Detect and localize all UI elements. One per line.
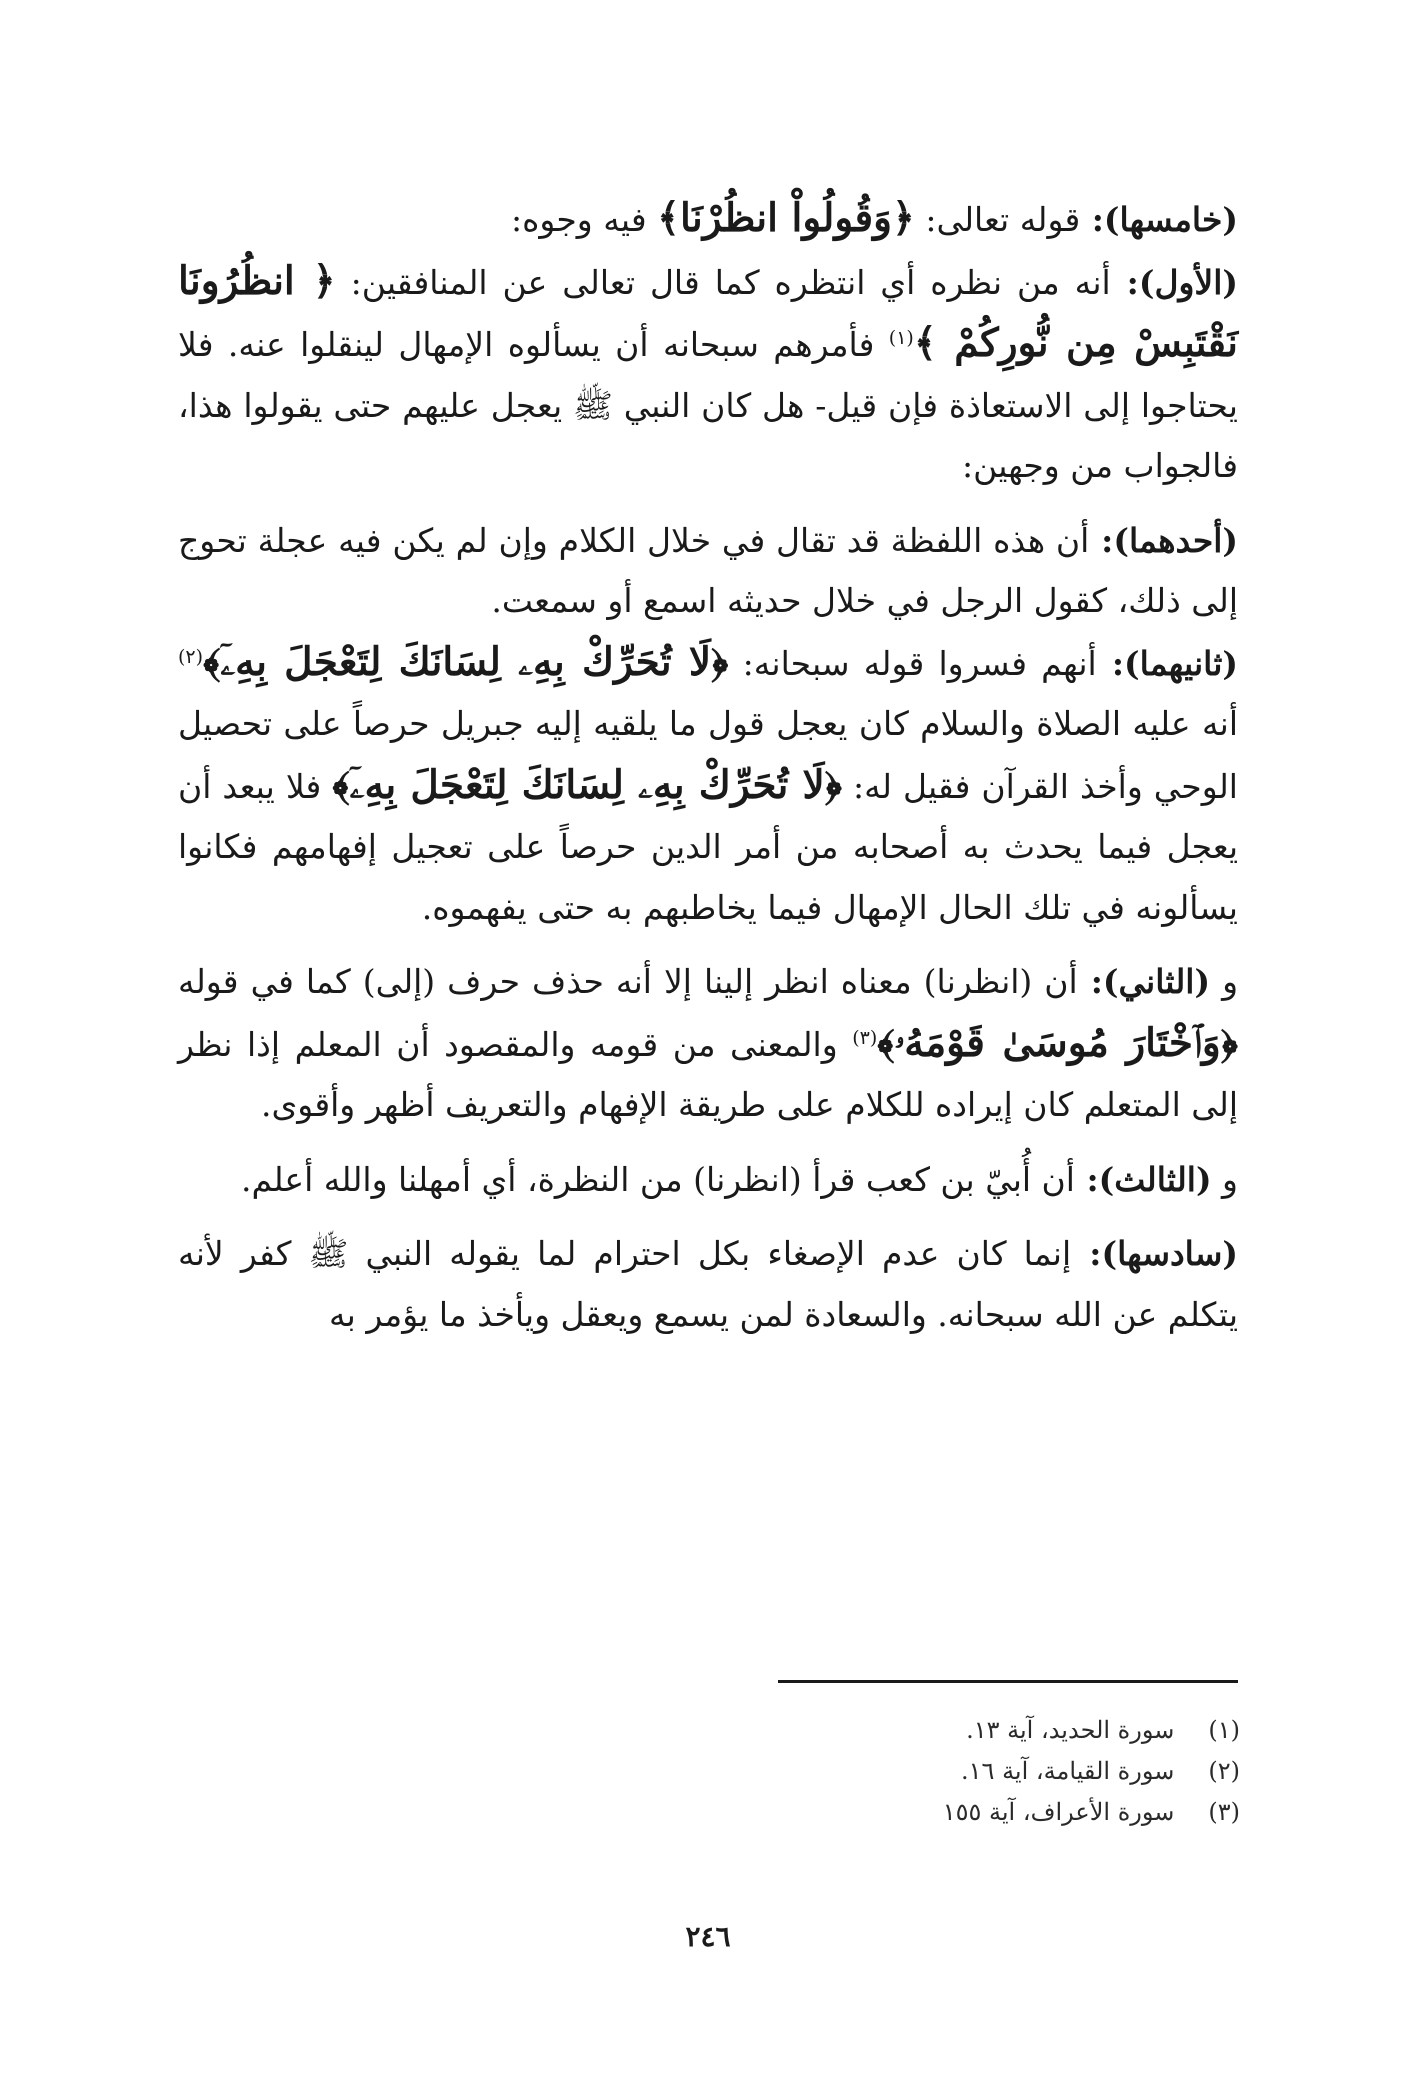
- paragraph: [178, 251, 1238, 497]
- footnote-number: (٢): [1208, 1757, 1240, 1785]
- quran-verse: ﴿وَٱخْتَارَ مُوسَىٰ قَوْمَهُۥ﴾: [877, 1019, 1238, 1066]
- footnote-text: سورة الحديد، آية ١٣.: [966, 1716, 1175, 1744]
- footnote-marker: (٢): [178, 645, 204, 668]
- paragraph: [178, 511, 1238, 632]
- paragraph-text: و: [1211, 1159, 1238, 1199]
- paragraph-text: و: [1210, 962, 1238, 1001]
- footnote: [600, 1751, 1240, 1792]
- section-heading: (خامسها):: [1080, 200, 1238, 239]
- paragraph-text: إنما كان عدم الإصغاء بكل احترام لما يقوله النبي ﷺ كفر لأنه يتكلم عن الله سبحانه. والسعادة لمن يسمع ويعقل ويأخذ ما يؤمر به: [178, 1234, 1238, 1334]
- quran-verse: ﴿ انظُرُونَا نَقْتَبِسْ مِن نُّورِكُمْ ﴾: [178, 257, 1238, 366]
- quran-verse: ﴿لَا تُحَرِّكْ بِهِۦ لِسَانَكَ لِتَعْجَلَ بِهِۦٓ﴾: [203, 638, 729, 685]
- footnote-text: سورة القيامة، آية ١٦.: [961, 1757, 1175, 1785]
- footnote-marker: (١): [888, 327, 914, 349]
- footnote-text: سورة الأعراف، آية ١٥٥: [942, 1798, 1175, 1826]
- paragraph-text: قوله تعالى:: [914, 200, 1081, 239]
- main-text: [178, 188, 1238, 1345]
- footnotes: [600, 1710, 1240, 1833]
- paragraph-text: فيه وجوه:: [510, 200, 658, 239]
- footnote-number: (٣): [1208, 1798, 1240, 1826]
- paragraph: [178, 1150, 1238, 1211]
- page-number: ٢٤٦: [685, 1920, 731, 1953]
- paragraph: [178, 952, 1238, 1136]
- footnote: [600, 1792, 1240, 1833]
- paragraph-text: أن أُبيّ بن كعب قرأ (انظرنا) من النظرة، أي أمهلنا والله أعلم.: [241, 1159, 1075, 1199]
- paragraph-text: والمعنى من قومه والمقصود أن المعلم إذا نظر إلى المتعلم كان إيراده للكلام على طريقة الإفهام والتعريف أظهر وأقوى.: [178, 1024, 1238, 1124]
- footnote-number: (١): [1208, 1716, 1240, 1744]
- quran-verse: ﴿لَا تُحَرِّكْ بِهِۦ لِسَانَكَ لِتَعْجَلَ بِهِۦٓ﴾: [332, 761, 843, 808]
- paragraph: [178, 188, 1238, 251]
- paragraph-text: فأمرهم سبحانه أن يسألوه الإمهال لينقلوا عنه. فلا يحتاجوا إلى الاستعاذة فإن قيل- هل كان النبي ﷺ يعجل عليهم حتى يقولوا هذا، فالجواب من وجهين:: [178, 325, 1238, 485]
- paragraph-text: فلا يبعد أن يعجل فيما يحدث به أصحابه من أمر الدين حرصاً على تعجيل إفهامهم فكانوا يسألونه في تلك الحال الإمهال فيما يخاطبهم به حتى يفهموه.: [178, 766, 1238, 927]
- section-heading: (الأول):: [1110, 262, 1238, 302]
- section-heading: (أحدهما):: [1089, 520, 1238, 560]
- paragraph: [178, 1224, 1238, 1345]
- paragraph-text: أنه عليه الصلاة والسلام كان يعجل قول ما يلقيه إليه جبريل حرصاً على تحصيل الوحي وأخذ القرآن فقيل له:: [178, 704, 1238, 806]
- footnote-marker: (٣): [852, 1026, 878, 1049]
- section-heading: (الثاني):: [1077, 962, 1211, 1001]
- section-heading: (ثانيهما):: [1096, 643, 1239, 683]
- paragraph-text: أن هذه اللفظة قد تقال في خلال الكلام وإن لم يكن فيه عجلة تحوج إلى ذلك، كقول الرجل في خلال حديثه اسمع أو سمعت.: [178, 520, 1238, 620]
- footnote: [600, 1710, 1240, 1751]
- paragraph-text: أنهم فسروا قوله سبحانه:: [728, 643, 1097, 683]
- paragraph-text: أن (انظرنا) معناه انظر إلينا إلا أنه حذف حرف (إلى) كما في قوله: [178, 962, 1078, 1001]
- paragraph-text: أنه من نظره أي انتظره كما قال تعالى عن المنافقين:: [335, 262, 1111, 302]
- paragraph: [178, 632, 1238, 939]
- section-heading: (الثالث):: [1074, 1159, 1212, 1199]
- quran-verse: ﴿وَقُولُواْ انظُرْنَا﴾: [657, 195, 915, 241]
- footnote-separator: [778, 1680, 1238, 1683]
- section-heading: (سادسها):: [1071, 1234, 1238, 1273]
